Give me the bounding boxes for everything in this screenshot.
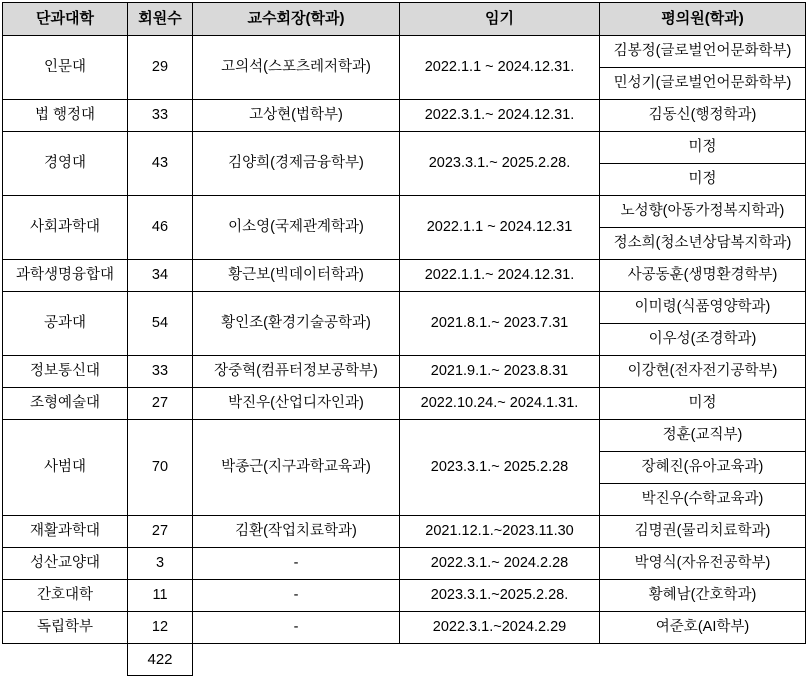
- column-header-college: 단과대학: [3, 3, 128, 36]
- cell-council-member: 미정: [600, 388, 806, 420]
- cell-term: 2023.3.1.~ 2025.2.28: [400, 420, 600, 516]
- cell-term: 2022.3.1.~ 2024.2.28: [400, 548, 600, 580]
- cell-council-member: 박진우(수학교육과): [600, 484, 806, 516]
- cell-council-member: 사공동훈(생명환경학부): [600, 260, 806, 292]
- cell-council-member: 정훈(교직부): [600, 420, 806, 452]
- cell-council-member: 민성기(글로벌언어문화학부): [600, 68, 806, 100]
- cell-members: 11: [128, 580, 193, 612]
- table-row: [3, 36, 806, 68]
- cell-term: 2023.3.1.~ 2025.2.28.: [400, 132, 600, 196]
- table-header: [3, 3, 806, 36]
- cell-council-member: 여준호(AI학부): [600, 612, 806, 644]
- column-header-members: 회원수: [128, 3, 193, 36]
- cell-council-member: 김봉정(글로벌언어문화학부): [600, 36, 806, 68]
- cell-council-member: 정소희(청소년상담복지학과): [600, 228, 806, 260]
- cell-chair: 황인조(환경기술공학과): [193, 292, 400, 356]
- column-header-term: 임기: [400, 3, 600, 36]
- total-row-spacer-right: [600, 644, 806, 676]
- cell-term: 2022.3.1.~ 2024.12.31.: [400, 100, 600, 132]
- cell-members: 27: [128, 388, 193, 420]
- total-row-spacer-right: [400, 644, 600, 676]
- cell-term: 2022.1.1.~ 2024.12.31.: [400, 260, 600, 292]
- cell-college: 간호대학: [3, 580, 128, 612]
- table-row: [3, 292, 806, 324]
- table-row: [3, 612, 806, 644]
- cell-term: 2023.3.1.~2025.2.28.: [400, 580, 600, 612]
- cell-members: 3: [128, 548, 193, 580]
- cell-chair: 고의석(스포츠레저학과): [193, 36, 400, 100]
- cell-college: 사범대: [3, 420, 128, 516]
- table-row: [3, 196, 806, 228]
- table-row: [3, 420, 806, 452]
- table-body: [3, 36, 806, 676]
- cell-college: 정보통신대: [3, 356, 128, 388]
- cell-term: 2022.3.1.~2024.2.29: [400, 612, 600, 644]
- cell-college: 성산교양대: [3, 548, 128, 580]
- total-members-count: 422: [128, 644, 193, 676]
- table-row: [3, 388, 806, 420]
- cell-council-member: 노성향(아동가정복지학과): [600, 196, 806, 228]
- cell-college: 과학생명융합대: [3, 260, 128, 292]
- cell-chair: 장중혁(컴퓨터정보공학부): [193, 356, 400, 388]
- column-header-chair: 교수회장(학과): [193, 3, 400, 36]
- cell-council-member: 박영식(자유전공학부): [600, 548, 806, 580]
- total-row: [3, 644, 806, 676]
- cell-chair: 김양희(경제금융학부): [193, 132, 400, 196]
- cell-members: 33: [128, 100, 193, 132]
- header-row: [3, 3, 806, 36]
- cell-council-member: 미정: [600, 132, 806, 164]
- table-row: [3, 580, 806, 612]
- cell-council-member: 김동신(행정학과): [600, 100, 806, 132]
- column-header-council: 평의원(학과): [600, 3, 806, 36]
- cell-members: 29: [128, 36, 193, 100]
- cell-council-member: 김명권(물리치료학과): [600, 516, 806, 548]
- cell-members: 27: [128, 516, 193, 548]
- cell-college: 공과대: [3, 292, 128, 356]
- cell-term: 2021.8.1.~ 2023.7.31: [400, 292, 600, 356]
- cell-chair: 박종근(지구과학교육과): [193, 420, 400, 516]
- cell-chair: -: [193, 612, 400, 644]
- cell-members: 34: [128, 260, 193, 292]
- cell-chair: 황근보(빅데이터학과): [193, 260, 400, 292]
- cell-college: 독립학부: [3, 612, 128, 644]
- cell-college: 경영대: [3, 132, 128, 196]
- cell-members: 12: [128, 612, 193, 644]
- cell-council-member: 미정: [600, 164, 806, 196]
- cell-members: 46: [128, 196, 193, 260]
- cell-council-member: 이강현(전자전기공학부): [600, 356, 806, 388]
- cell-term: 2021.12.1.~2023.11.30: [400, 516, 600, 548]
- cell-chair: -: [193, 548, 400, 580]
- cell-chair: 김환(작업치료학과): [193, 516, 400, 548]
- cell-term: 2022.1.1 ~ 2024.12.31.: [400, 36, 600, 100]
- cell-chair: 이소영(국제관계학과): [193, 196, 400, 260]
- cell-chair: 박진우(산업디자인과): [193, 388, 400, 420]
- cell-members: 70: [128, 420, 193, 516]
- cell-term: 2022.10.24.~ 2024.1.31.: [400, 388, 600, 420]
- cell-college: 사회과학대: [3, 196, 128, 260]
- cell-chair: -: [193, 580, 400, 612]
- table-row: [3, 260, 806, 292]
- cell-term: 2022.1.1 ~ 2024.12.31: [400, 196, 600, 260]
- table-row: [3, 356, 806, 388]
- cell-council-member: 장혜진(유아교육과): [600, 452, 806, 484]
- cell-chair: 고상현(법학부): [193, 100, 400, 132]
- table-row: [3, 132, 806, 164]
- cell-members: 54: [128, 292, 193, 356]
- cell-members: 33: [128, 356, 193, 388]
- cell-council-member: 이우성(조경학과): [600, 324, 806, 356]
- faculty-council-table: [2, 2, 806, 676]
- cell-college: 조형예술대: [3, 388, 128, 420]
- cell-members: 43: [128, 132, 193, 196]
- table-row: [3, 516, 806, 548]
- cell-council-member: 이미령(식품영양학과): [600, 292, 806, 324]
- cell-term: 2021.9.1.~ 2023.8.31: [400, 356, 600, 388]
- cell-college: 재활과학대: [3, 516, 128, 548]
- total-row-spacer-left: [3, 644, 128, 676]
- total-row-spacer-right: [193, 644, 400, 676]
- cell-council-member: 황혜남(간호학과): [600, 580, 806, 612]
- table-row: [3, 100, 806, 132]
- cell-college: 법 행정대: [3, 100, 128, 132]
- cell-college: 인문대: [3, 36, 128, 100]
- table-row: [3, 548, 806, 580]
